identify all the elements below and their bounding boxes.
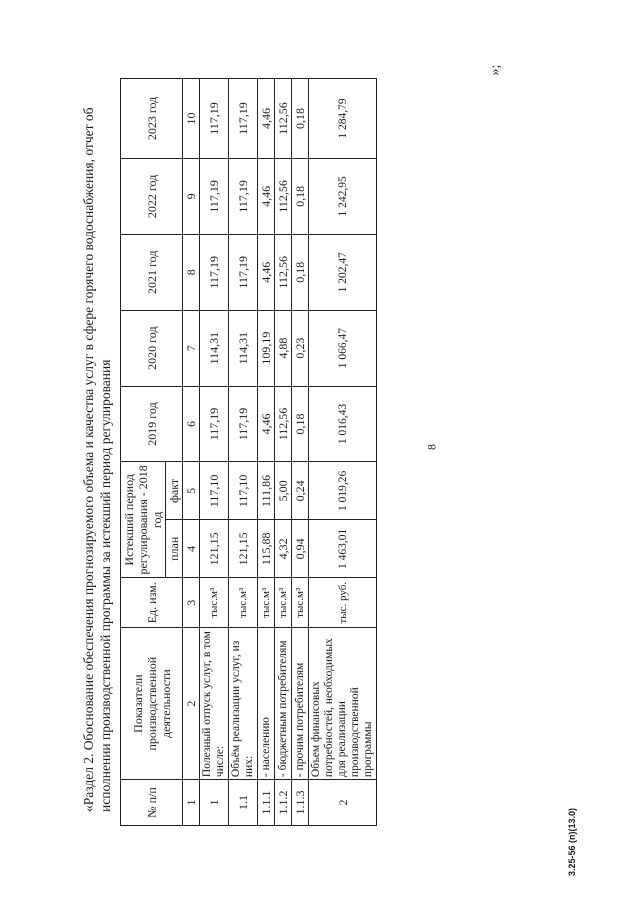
cell-2019: 1 016,43 bbox=[309, 386, 377, 462]
page-number: 8 bbox=[424, 444, 439, 450]
cell-fact: 111,86 bbox=[258, 462, 275, 520]
column-number: 6 bbox=[183, 386, 200, 462]
row-num: 1.1.3 bbox=[292, 780, 309, 826]
row-unit: тыс. руб. bbox=[309, 578, 377, 628]
cell-fact: 117,10 bbox=[229, 462, 258, 520]
cell-2019: 117,19 bbox=[229, 386, 258, 462]
cell-fact: 117,10 bbox=[200, 462, 229, 520]
cell-2021: 4,46 bbox=[258, 234, 275, 310]
header-fact: факт bbox=[166, 462, 183, 520]
cell-2023: 112,56 bbox=[275, 79, 292, 159]
header-2022: 2022 год bbox=[121, 158, 183, 234]
row-indicator: - прочим потребителям bbox=[292, 628, 309, 780]
cell-2020: 1 066,47 bbox=[309, 310, 377, 386]
column-number: 10 bbox=[183, 79, 200, 159]
cell-2023: 1 284,79 bbox=[309, 79, 377, 159]
cell-plan: 121,15 bbox=[200, 520, 229, 578]
cell-2023: 117,19 bbox=[229, 79, 258, 159]
cell-2022: 117,19 bbox=[200, 158, 229, 234]
cell-2021: 1 202,47 bbox=[309, 234, 377, 310]
section-title: «Раздел 2. Обоснование обеспечения прогнозируемого объема и качества услуг в сфере горячего водоснабжения, отчет об исполнении производственной программы за истекший период регулирования bbox=[81, 107, 113, 812]
cell-2021: 0,18 bbox=[292, 234, 309, 310]
cell-2019: 117,19 bbox=[200, 386, 229, 462]
cell-2020: 109,19 bbox=[258, 310, 275, 386]
cell-2022: 1 242,95 bbox=[309, 158, 377, 234]
row-indicator: Полезный отпуск услуг, в том числе: bbox=[200, 628, 229, 780]
cell-fact: 5,00 bbox=[275, 462, 292, 520]
cell-2023: 117,19 bbox=[200, 79, 229, 159]
cell-2022: 0,18 bbox=[292, 158, 309, 234]
header-2019: 2019 год bbox=[121, 386, 183, 462]
cell-plan: 1 463,01 bbox=[309, 520, 377, 578]
column-number: 4 bbox=[183, 520, 200, 578]
cell-2019: 0,18 bbox=[292, 386, 309, 462]
row-num: 1 bbox=[200, 780, 229, 826]
cell-2022: 112,56 bbox=[275, 158, 292, 234]
rotated-content bbox=[80, 70, 500, 830]
column-number: 9 bbox=[183, 158, 200, 234]
row-indicator: Объем финансовых потребностей, необходимых для реализации производственной программы bbox=[309, 628, 377, 780]
row-num: 1.1.1 bbox=[258, 780, 275, 826]
row-num: 2 bbox=[309, 780, 377, 826]
row-indicator: Объём реализации услуг, из них: bbox=[229, 628, 258, 780]
cell-2020: 114,31 bbox=[200, 310, 229, 386]
cell-plan: 0,94 bbox=[292, 520, 309, 578]
table-row bbox=[292, 79, 309, 826]
row-unit: тыс.м³ bbox=[275, 578, 292, 628]
cell-2021: 112,56 bbox=[275, 234, 292, 310]
cell-2021: 117,19 bbox=[229, 234, 258, 310]
cell-plan: 115,88 bbox=[258, 520, 275, 578]
cell-2023: 0,18 bbox=[292, 79, 309, 159]
header-plan: план bbox=[166, 520, 183, 578]
column-number-row bbox=[183, 79, 200, 826]
row-num: 1.1 bbox=[229, 780, 258, 826]
cell-2020: 114,31 bbox=[229, 310, 258, 386]
cell-2021: 117,19 bbox=[200, 234, 229, 310]
table-row bbox=[258, 79, 275, 826]
row-unit: тыс.м³ bbox=[292, 578, 309, 628]
header-2023: 2023 год bbox=[121, 79, 183, 159]
table-row bbox=[200, 79, 229, 826]
row-indicator: - населению bbox=[258, 628, 275, 780]
production-program-table bbox=[120, 78, 377, 826]
row-num: 1.1.2 bbox=[275, 780, 292, 826]
closing-quote-mark: »; bbox=[488, 64, 503, 76]
cell-2022: 117,19 bbox=[229, 158, 258, 234]
column-number: 5 bbox=[183, 462, 200, 520]
table-row bbox=[275, 79, 292, 826]
row-indicator: - бюджетным потребителям bbox=[275, 628, 292, 780]
header-num: № п/п bbox=[121, 780, 183, 826]
document-code: 3.25-56 (п)(13.0) bbox=[567, 808, 577, 876]
cell-2020: 4,88 bbox=[275, 310, 292, 386]
header-2021: 2021 год bbox=[121, 234, 183, 310]
cell-2019: 4,46 bbox=[258, 386, 275, 462]
row-unit: тыс.м³ bbox=[258, 578, 275, 628]
table-row bbox=[309, 79, 377, 826]
cell-fact: 1 019,26 bbox=[309, 462, 377, 520]
cell-2020: 0,23 bbox=[292, 310, 309, 386]
row-unit: тыс.м³ bbox=[200, 578, 229, 628]
header-indicator: Показатели производственной деятельности bbox=[121, 628, 183, 780]
column-number: 7 bbox=[183, 310, 200, 386]
column-number: 8 bbox=[183, 234, 200, 310]
header-row bbox=[121, 79, 166, 826]
cell-plan: 121,15 bbox=[229, 520, 258, 578]
table-row bbox=[229, 79, 258, 826]
header-period-2018: Истекший период регулирования - 2018 год bbox=[121, 462, 166, 578]
header-2020: 2020 год bbox=[121, 310, 183, 386]
column-number: 2 bbox=[183, 628, 200, 780]
column-number: 3 bbox=[183, 578, 200, 628]
cell-fact: 0,24 bbox=[292, 462, 309, 520]
row-unit: тыс.м³ bbox=[229, 578, 258, 628]
cell-plan: 4,32 bbox=[275, 520, 292, 578]
cell-2022: 4,46 bbox=[258, 158, 275, 234]
cell-2023: 4,46 bbox=[258, 79, 275, 159]
cell-2019: 112,56 bbox=[275, 386, 292, 462]
header-unit: Ед. изм. bbox=[121, 578, 183, 628]
column-number: 1 bbox=[183, 780, 200, 826]
